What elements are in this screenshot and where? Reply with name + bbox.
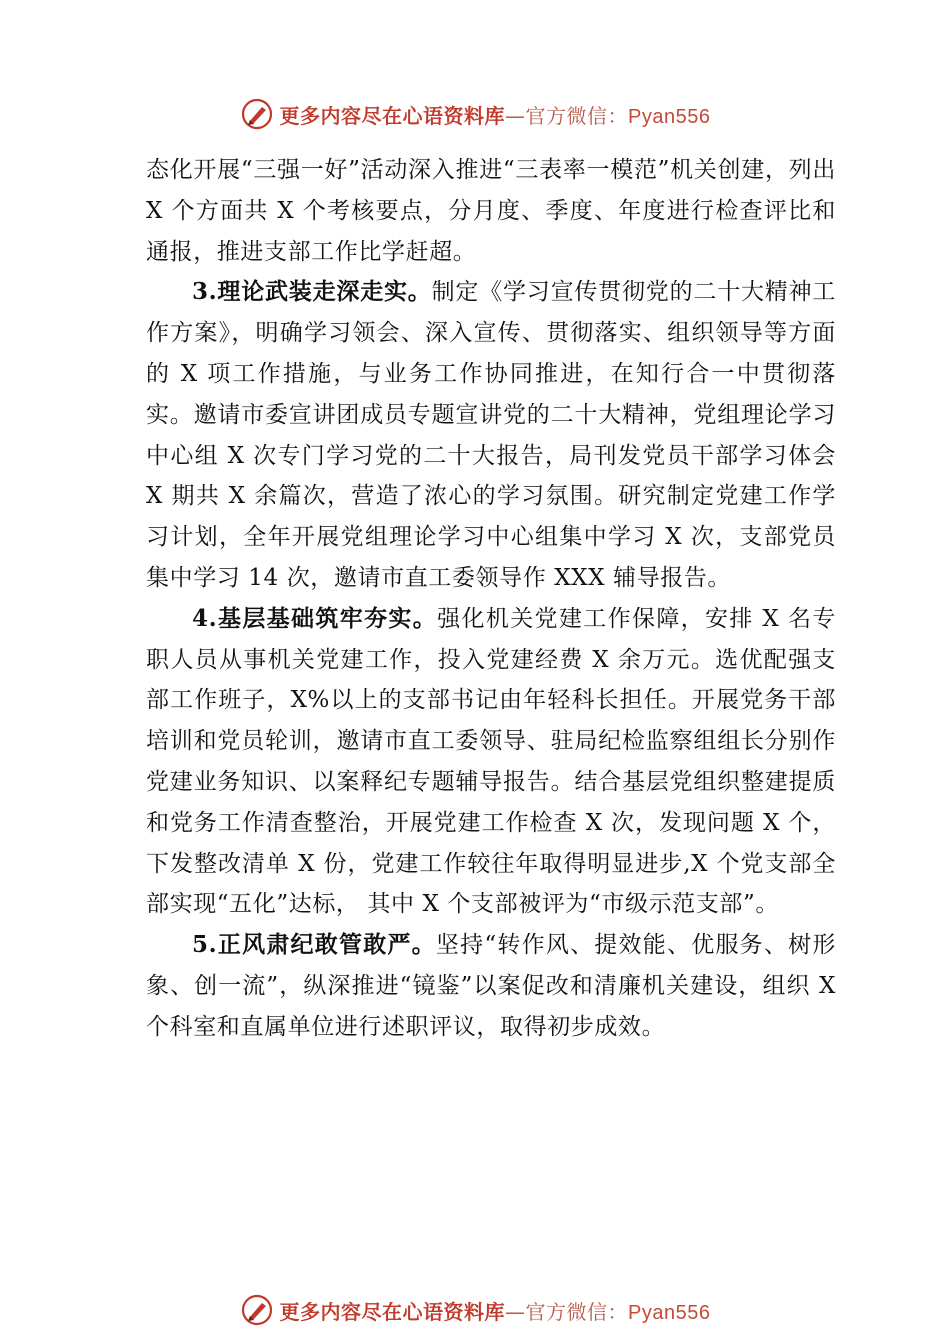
header-banner xyxy=(0,94,950,134)
pen-circle-logo-icon xyxy=(240,97,274,131)
paragraph-text: 制定《学习宣传贯彻党的二十大精神工作方案》，明确学习领会、深入宣传、贯彻落实、组织领导等方面的 X 项工作措施，与业务工作协同推进，在知行合一中贯彻落实。邀请市委宣讲团成员专题宣讲党的二十大精神，党组理论学习中心组 X 次专门学习党的二十大报告，局刊发党员干部学习体会 X 期共 X 余篇次，营造了浓心的学习氛围。研究制定党建工作学习计划，全年开展党组理论学习中心组集中学习 X 次，支部党员集中学习 14 次，邀请市直工委领导作 XXX 辅导报告。 xyxy=(146,279,836,591)
paragraph-text: 坚持“转作风、提效能、优服务、树形象、创一流”，纵深推进“镜鉴”以案促改和清廉机关建设，组织 X 个科室和直属单位进行述职评议，取得初步成效。 xyxy=(146,932,836,1040)
footer-banner xyxy=(0,1290,950,1330)
document-body xyxy=(146,150,836,1048)
paragraph-theory-study xyxy=(146,272,836,598)
paragraph-text: 强化机关党建工作保障，安排 X 名专职人员从事机关党建工作，投入党建经费 X 余万元。选优配强支部工作班子，X%以上的支部书记由年轻科长担任。开展党务干部培训和党员轮训，邀请市直工委领导、驻局纪检监察组组长分别作党建业务知识、以案释纪专题辅导报告。结合基层党组织整建提质和党务工作清查整治，开展党建工作检查 X 次，发现问题 X 个，下发整改清单 X 份，党建工作较往年取得明显进步,X 个党支部全部实现“五化”达标， 其中 X 个支部被评为“市级示范支部”。 xyxy=(146,605,836,918)
footer-banner-inner xyxy=(240,1293,711,1327)
header-text xyxy=(280,100,711,129)
footer-text xyxy=(280,1296,711,1325)
header-wechat-label: —官方微信： xyxy=(505,103,629,128)
footer-wechat-label: —官方微信： xyxy=(505,1299,629,1324)
paragraph-grassroots xyxy=(146,599,836,925)
paragraph-text: 态化开展“三强一好”活动深入推进“三表率一模范”机关创建，列出 X 个方面共 X 个考核要点，分月度、季度、年度进行检查评比和通报，推进支部工作比学赶超。 xyxy=(146,157,836,265)
header-site-name: 更多内容尽在心语资料库 xyxy=(279,103,506,128)
paragraph-heading: 3.理论武装走深走实。 xyxy=(192,278,432,306)
header-banner-inner xyxy=(240,97,711,131)
paragraph-heading: 5.正风肃纪敢管敢严。 xyxy=(192,931,436,959)
header-wechat-id: Pyan556 xyxy=(628,105,711,128)
footer-site-name: 更多内容尽在心语资料库 xyxy=(279,1299,506,1324)
paragraph-heading: 4.基层基础筑牢夯实。 xyxy=(192,604,438,632)
paragraph-continuation xyxy=(146,150,836,272)
paragraph-discipline xyxy=(146,925,836,1047)
footer-wechat-id: Pyan556 xyxy=(628,1301,711,1324)
pen-circle-logo-icon xyxy=(240,1293,274,1327)
